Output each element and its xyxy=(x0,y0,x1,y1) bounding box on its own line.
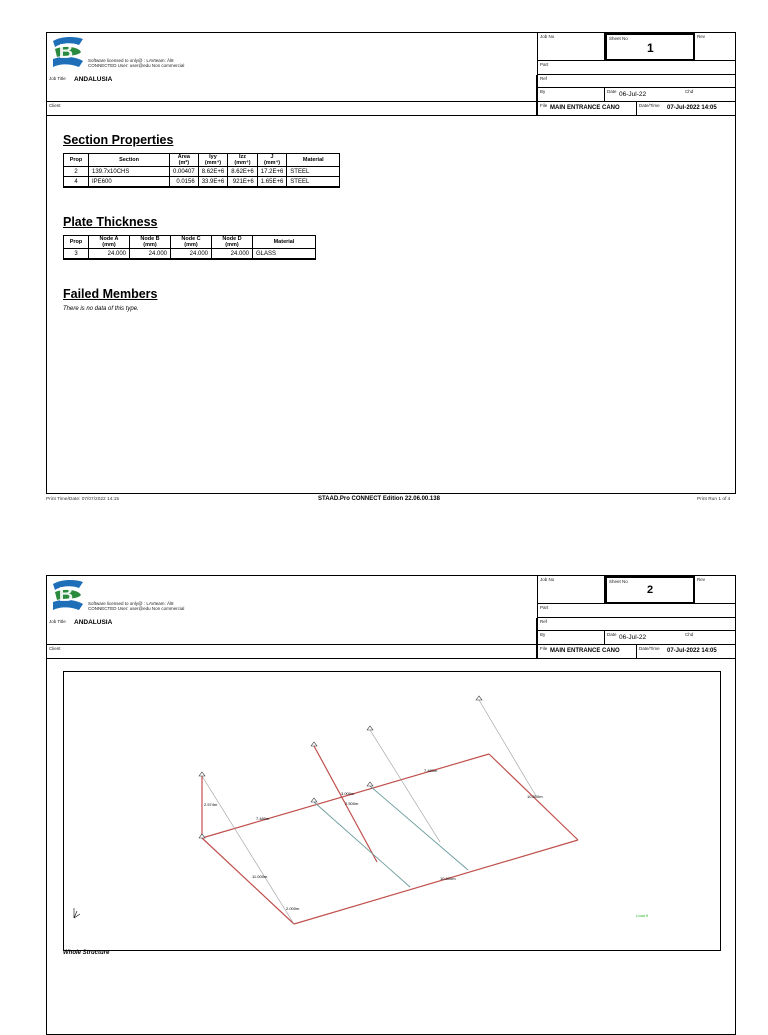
title-block xyxy=(47,576,735,659)
sheet-no-cell xyxy=(605,33,695,61)
job-title-cell xyxy=(47,618,537,645)
date-value: 06-Jul-22 xyxy=(619,634,647,641)
dim-label: 7.480m xyxy=(256,816,270,821)
datetime-label: Date/Time xyxy=(639,103,660,108)
sheet-no-label: Sheet No xyxy=(609,579,628,584)
part-cell xyxy=(537,604,735,618)
job-no-label: Job No xyxy=(540,34,555,39)
sheet-no-label: Sheet No xyxy=(609,36,628,41)
bracing-members xyxy=(314,786,468,887)
license-line-2: CONNECTED User: user@edu Non commercial xyxy=(88,63,185,68)
member xyxy=(294,840,578,924)
file-label: File xyxy=(540,103,548,108)
part-cell xyxy=(537,61,735,75)
col-prop: Prop xyxy=(64,154,89,167)
support-icon xyxy=(367,726,373,730)
no-data-message: There is no data of this type. xyxy=(63,306,139,312)
plate-thickness-title: Plate Thickness xyxy=(63,215,158,229)
support-icon xyxy=(199,772,205,776)
file-label: File xyxy=(540,646,548,651)
dim-label: 10.800m xyxy=(527,794,543,799)
table-row: 2 139.7x10CHS 0.00407 8.62E+6 8.62E+6 17.2E+6 STEEL xyxy=(64,167,340,177)
part-label: Part xyxy=(540,62,549,67)
col-section: Section xyxy=(89,154,170,167)
member xyxy=(202,754,489,838)
col-j: J (mm⁴) xyxy=(257,154,287,167)
support-icon xyxy=(311,798,317,802)
axis-triad-icon xyxy=(74,908,80,918)
dim-label: 10.800m xyxy=(440,876,456,881)
dim-label: 11.000m xyxy=(252,874,268,879)
chd-cell xyxy=(677,88,735,102)
failed-members-title: Failed Members xyxy=(63,287,158,301)
frame-members xyxy=(202,746,578,924)
section-properties-table xyxy=(63,153,340,188)
col-izz: Izz (mm⁴) xyxy=(228,154,258,167)
table-header-row: Prop Node A (mm) Node B (mm) Node C (mm) Node D (mm) Material xyxy=(64,236,316,249)
by-label: By xyxy=(540,632,546,637)
date-cell xyxy=(605,88,677,102)
member xyxy=(202,838,294,924)
ref-label: Ref xyxy=(540,619,548,624)
support-icon xyxy=(367,782,373,786)
staad-logo-icon xyxy=(49,578,87,612)
dim-label: 3.000m xyxy=(341,791,355,796)
job-no-label: Job No xyxy=(540,577,555,582)
datetime-value: 07-Jul-2022 14:05 xyxy=(667,105,717,111)
chd-cell xyxy=(677,631,735,645)
support-icon xyxy=(199,834,205,838)
cable-members xyxy=(202,700,536,924)
supports xyxy=(199,696,482,838)
job-title-cell xyxy=(47,75,537,102)
datetime-cell xyxy=(637,645,735,658)
svg-text:B: B xyxy=(58,584,74,606)
section-properties-title: Section Properties xyxy=(63,133,174,147)
structure-drawing xyxy=(64,672,720,950)
rev-label: Rev xyxy=(697,34,706,39)
table-row: 3 24.000 24.000 24.000 24.000 GLASS xyxy=(64,249,316,260)
file-value: MAIN ENTRANCE CANO xyxy=(550,105,620,111)
client-label: Client xyxy=(49,646,61,651)
job-title-label: Job Title xyxy=(49,619,66,624)
member xyxy=(202,776,294,924)
chd-label: Chd xyxy=(685,89,694,94)
support-icon xyxy=(311,742,317,746)
license-line-1: Software licensed to only@ : LAVteam: Äl8 xyxy=(88,58,174,63)
sheet-2 xyxy=(46,575,736,1035)
date-value: 06-Jul-22 xyxy=(619,91,647,98)
license-line-1: Software licensed to only@ : LAVteam: Äl8 xyxy=(88,601,174,606)
client-cell xyxy=(47,102,537,115)
rev-label: Rev xyxy=(697,577,706,582)
file-cell xyxy=(537,645,637,658)
sheet-no-value: 1 xyxy=(647,41,654,55)
sheet-no-cell xyxy=(605,576,695,604)
sheet-1 xyxy=(46,32,736,494)
load-label: Load 9 xyxy=(636,913,649,918)
plate-thickness-table xyxy=(63,235,316,260)
dim-label: 7.480m xyxy=(424,768,438,773)
ref-cell xyxy=(537,618,735,631)
sheet-no-value: 2 xyxy=(647,584,654,596)
datetime-label: Date/Time xyxy=(639,646,660,651)
print-run: Print Run 1 of 4 xyxy=(697,497,731,502)
rev-cell xyxy=(695,576,735,604)
license-line-2: CONNECTED User: user@edu Non commercial xyxy=(88,606,185,611)
table-row: 4 IPE600 0.0156 33.9E+6 921E+6 1.65E+6 STEEL xyxy=(64,177,340,188)
col-material: Material xyxy=(287,154,340,167)
member xyxy=(479,700,536,796)
rev-cell xyxy=(695,33,735,61)
support-icon xyxy=(476,696,482,700)
by-label: By xyxy=(540,89,546,94)
job-title-value: ANDALUSIA xyxy=(74,76,113,83)
by-cell xyxy=(537,631,605,645)
client-label: Client xyxy=(49,103,61,108)
dim-label: 2.574m xyxy=(204,802,218,807)
part-label: Part xyxy=(540,605,549,610)
file-value: MAIN ENTRANCE CANO xyxy=(550,648,620,654)
job-no-cell xyxy=(537,33,605,61)
datetime-cell xyxy=(637,102,735,115)
date-label: Date xyxy=(607,632,617,637)
job-title-value: ANDALUSIA xyxy=(74,619,113,626)
dim-label: 2.500m xyxy=(345,801,359,806)
job-no-cell xyxy=(537,576,605,604)
title-block xyxy=(47,33,735,116)
col-iyy: Iyy (mm⁴) xyxy=(198,154,228,167)
structure-viewport[interactable] xyxy=(63,671,721,951)
member xyxy=(314,802,410,887)
date-label: Date xyxy=(607,89,617,94)
table-header-row xyxy=(64,154,340,167)
col-area: Area (m²) xyxy=(170,154,199,167)
ref-label: Ref xyxy=(540,76,548,81)
file-cell xyxy=(537,102,637,115)
by-cell xyxy=(537,88,605,102)
member xyxy=(370,786,468,870)
chd-label: Chd xyxy=(685,632,694,637)
date-cell xyxy=(605,631,677,645)
view-caption: Whole Structure xyxy=(63,950,110,956)
datetime-value: 07-Jul-2022 14:05 xyxy=(667,648,717,654)
job-title-label: Job Title xyxy=(49,76,66,81)
dim-label: 2.000m xyxy=(286,906,300,911)
client-cell xyxy=(47,645,537,658)
staad-edition: STAAD.Pro CONNECT Edition 22.06.00.138 xyxy=(318,496,440,502)
svg-text:B: B xyxy=(58,41,74,63)
staad-logo-icon xyxy=(49,35,87,69)
ref-cell xyxy=(537,75,735,88)
print-time: Print Time/Date: 07/07/2022 14:15 xyxy=(46,497,120,502)
